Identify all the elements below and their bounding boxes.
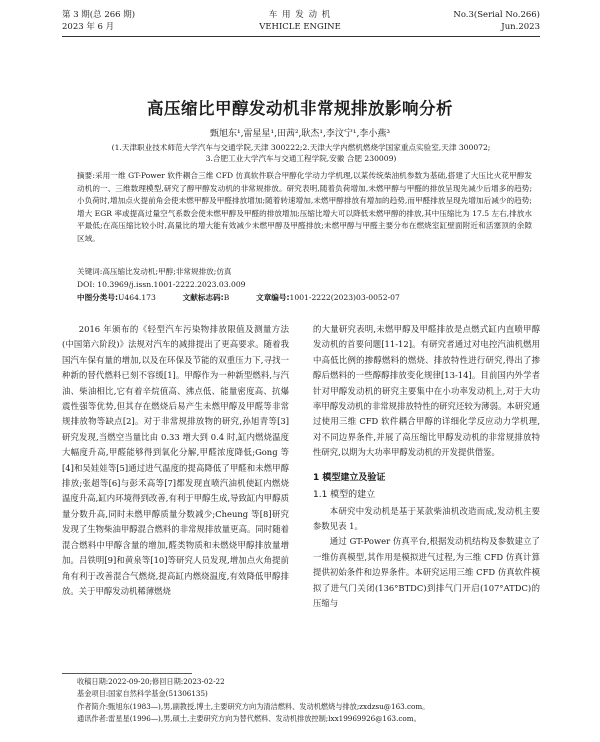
model-paragraph-1: 本研究中发动机是基于某款柴油机改造而成,发动机主要参数见表 1。 <box>313 505 540 532</box>
affiliation-line-2: 3.合肥工业大学汽车与交通工程学院,安徽 合肥 230009) <box>205 154 397 163</box>
article-no-label: 文章编号: <box>256 293 290 302</box>
issue-date: 2023 年 6 月 <box>62 22 115 32</box>
journal-name <box>200 9 400 33</box>
abstract: 摘要:采用一维 GT-Power 软件耦合三维 CFD 仿真软件联合甲醇化学动力学机理,以某传统柴油机参数为基础,搭建了大压比火花甲醇发动机的一、三维数理模型,研究了醇甲醇发动机的非常规排放。研究表明,随着负荷增加,未燃甲醇与甲醛的排放呈现先减少后增多的趋势;小负荷时,增加点火提前角会使未燃甲醇及甲醛排放增加;随着转速增加,未燃甲醇排放有增加的趋势,而甲醛排放呈现先增加后减少的趋势;增大 EGR 率或提高过量空气系数会使未燃甲醇及甲醛的排放增加;压缩比增大可以降低未燃甲醇的排放,其中压缩比为 17.5 左右,排放水平最低;在高压缩比较小时,高量比的增大能有效减少未燃甲醇及甲醛排放;未燃甲醇与甲醛主要分布在燃烧室缸壁面附近和活塞顶的余隙区域。 <box>77 171 532 243</box>
intro-continued: 的大量研究表明,未燃甲醇及甲醛排放是点燃式缸内直喷甲醇发动机的首要问题[11-12]。有研究者通过对电控汽油机燃用中高低比例的掺醇燃料的燃烧、排放特性进行研究,得出了掺醇后燃料的一些醇醇排放变化规律[13-14]。目前国内外学者针对甲醇发动机的研究主要集中在小功率发动机上,对于大功率甲醇发动机的非常规排放特性的研究还较为薄弱。本研究通过使用三维 CFD 软件耦合甲醇的详细化学反应动力学机理,对不同边界条件,并展了高压缩比甲醇发动机的非常规排放特性研究,以期为大功率甲醇发动机的开发提供借鉴。 <box>313 324 540 458</box>
doi: DOI: 10.3969/j.issn.1001-2222.2023.03.009 <box>77 280 246 289</box>
paper-authors: 甄旭东¹,雷星星¹,田茜²,耿杰¹,李汶宁¹,李小燕³ <box>210 129 390 139</box>
issue-number: 第 3 期(总 266 期) <box>62 10 136 20</box>
header-rule <box>62 36 540 37</box>
received-date: 收稿日期:2022-09-20;修回日期:2023-02-22 <box>77 677 225 686</box>
left-column <box>62 322 289 599</box>
doc-code-label: 文献标志码: <box>182 293 224 302</box>
section-1-heading: 1 模型建立及验证 <box>313 472 386 483</box>
serial-date: Jun.2023 <box>501 22 540 32</box>
fund-project: 基金项目:国家自然科学基金(51306135) <box>77 689 208 699</box>
doc-code-value: B <box>223 293 230 302</box>
affiliation-line-1: (1.天津职业技术师范大学汽车与交通学院,天津 300222;2.天津大学内燃机燃烧学国家重点实验室,天津 300072; <box>111 143 491 152</box>
journal-name-en: VEHICLE ENGINE <box>259 22 341 32</box>
article-no-value: 1001-2222(2023)03-0052-07 <box>289 293 400 302</box>
section-1-1-heading: 1.1 模型的建立 <box>313 489 376 500</box>
journal-name-cn: 车 用 发 动 机 <box>268 10 332 20</box>
paper-title: 高压缩比甲醇发动机非常规排放影响分析 <box>147 99 453 118</box>
issue-info <box>62 9 135 33</box>
serial-number: No.3(Serial No.266) <box>453 10 540 20</box>
clc-value: U464.173 <box>118 293 156 302</box>
clc-label: 中图分类号: <box>77 293 119 302</box>
intro-paragraph: 2016 年颁布的《轻型汽车污染物排放限值及测量方法(中国第六阶段)》法规对汽车的减排提出了更高要求。随着我国汽车保有量的增加,以及在环保及节能的双重压力下,寻找一种新的替代燃料已刻不容缓[1]。甲醇作为一种新型燃料,与汽油、柴油相比,它有着辛烷值高、沸点低、能量密度高、抗爆震性强等优势,但其存在燃烧后易产生未燃甲醇及甲醛等非常规排放物等缺点[2]。对于非常规排放物的研究,孙旭青等[3]研究发现,当燃空当量比由 0.33 增大到 0.4 时,缸内燃烧温度大幅度升高,甲醛能够得到氧化分解,甲醛浓度降低;Gong 等[4]和吴娃娃等[5]通过进气温度的提高降低了甲醛和未燃甲醇排放;张超等[6]与彭禾高等[7]都发现直喷汽油机使缸内燃烧温度升高,缸内环境得到改善,有利于甲醇生成,导致缸内甲醇质量分数升高,同时未燃甲醇质量分数减少;Cheung 等[8]研究发现了生物柴油甲醇混合燃料的非常规排放量更高。同时随着混合燃料中甲醇含量的增加,醛类物质和未燃烧甲醇排放量增加。吕铁明[9]和黄泉等[10]等研究人员发现,增加点火角提前角有利于改善混合气燃烧,提高缸内燃烧温度,有效降低甲醇排放。关于甲醇发动机稀薄燃烧 <box>62 324 289 596</box>
model-paragraph-2: 通过 GT-Power 仿真平台,根据发动机结构及参数建立了一维仿真模型,其作用是模拟进气过程,为三维 CFD 仿真计算提供初始条件和边界条件。本研究运用三维 CFD 仿真软件模拟了进气门关闭(136°BTDC)到排气门开启(107°ATDC)的压缩与 <box>313 536 540 609</box>
keywords: 关键词:高压缩比发动机;甲醇;非常规排放;仿真 <box>77 267 232 276</box>
right-column <box>313 322 540 612</box>
footnote-rule <box>62 673 192 674</box>
corresponding-author: 通讯作者:雷星星(1996—),男,硕士,主要研究方向为替代燃料、发动机排放控制;lxx19969926@163.com。 <box>77 713 421 723</box>
classification-row <box>77 292 532 304</box>
footnotes <box>77 676 537 725</box>
author-intro: 作者简介:甄旭东(1983—),男,副教授,博士,主要研究方向为清洁燃料、发动机燃烧与排放;zxdzsu@163.com。 <box>77 701 430 711</box>
serial-info <box>400 9 540 33</box>
